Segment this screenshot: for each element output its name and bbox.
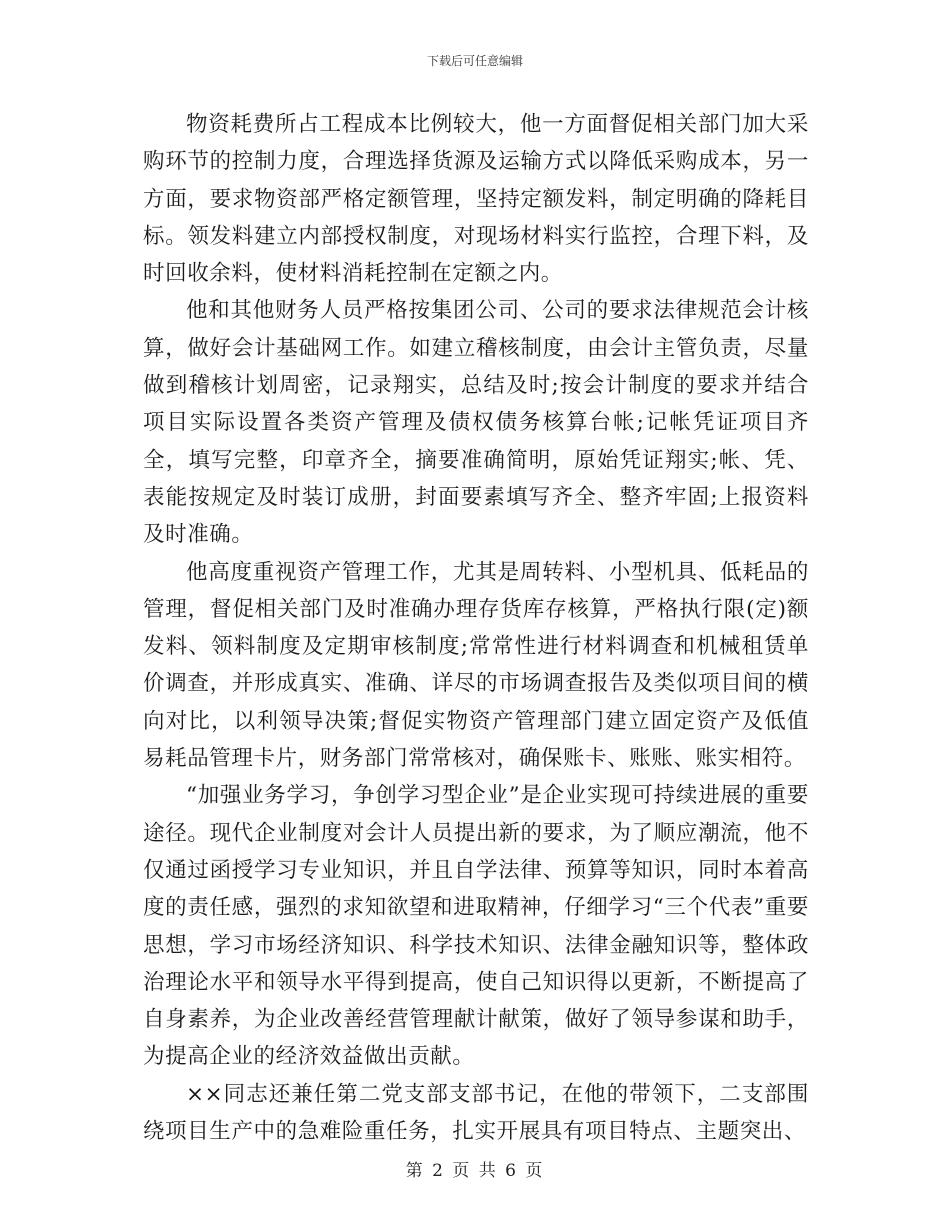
document-body xyxy=(143,106,809,1150)
paragraph-accounting: 他和其他财务人员严格按集团公司、公司的要求法律规范会计核算，做好会计基础网工作。如建立稽核制度，由会计主管负责，尽量做到稽核计划周密，记录翔实，总结及时;按会计制度的要求并结合项目实际设置各类资产管理及债权债务核算台帐;记帐凭证项目齐全，填写完整，印章齐全，摘要准确简明，原始凭证翔实;帐、凭、表能按规定及时装订成册，封面要素填写齐全、整齐牢固;上报资料及时准确。 xyxy=(143,298,809,548)
paragraph-party-branch: ××同志还兼任第二党支部支部书记，在他的带领下，二支部围绕项目生产中的急难险重任务，扎实开展具有项目特点、主题突出、 xyxy=(143,1081,809,1145)
paragraph-asset-management: 他高度重视资产管理工作，尤其是周转料、小型机具、低耗品的管理，督促相关部门及时准确办理存货库存核算，严格执行限(定)额发料、领料制度及定期审核制度;常常性进行材料调查和机械租赁单价调查，并形成真实、准确、详尽的市场调查报告及类似项目间的横向对比，以利领导决策;督促实物资产管理部门建立固定资产及低值易耗品管理卡片，财务部门常常核对，确保账卡、账账、账实相符。 xyxy=(143,559,809,772)
paragraph-learning: “加强业务学习，争创学习型企业”是企业实现可持续进展的重要途径。现代企业制度对会计人员提出新的要求，为了顺应潮流，他不仅通过函授学习专业知识，并且自学法律、预算等知识，同时本着高度的责任感，强烈的求知欲望和进取精神，仔细学习“三个代表”重要思想，学习市场经济知识、科学技术知识、法律金融知识等，整体政治理论水平和领导水平得到提高，使自己知识得以更新，不断提高了自身素养，为企业改善经营管理献计献策，做好了领导参谋和助手，为提高企业的经济效益做出贡献。 xyxy=(143,783,809,1070)
paragraph-material-cost: 物资耗费所占工程成本比例较大，他一方面督促相关部门加大采购环节的控制力度，合理选择货源及运输方式以降低采购成本，另一方面，要求物资部严格定额管理，坚持定额发料，制定明确的降耗目标。领发料建立内部授权制度，对现场材料实行监控，合理下料，及时回收余料，使材料消耗控制在定额之内。 xyxy=(143,112,809,287)
header-note: 下载后可任意编辑 xyxy=(426,54,523,68)
page-number: 第 2 页 共 6 页 xyxy=(405,1161,545,1181)
